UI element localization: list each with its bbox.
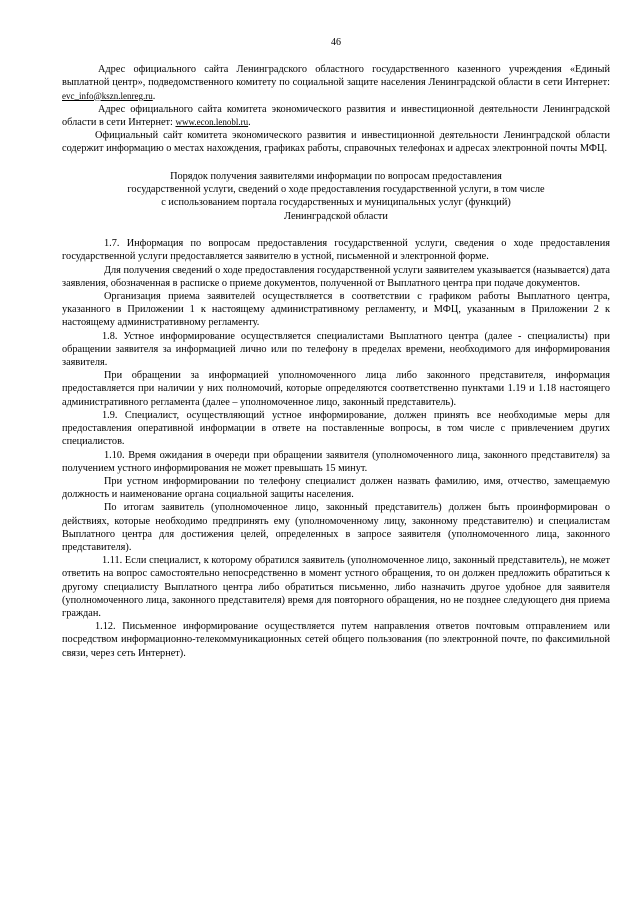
intro-paragraph-econ-text: Адрес официального сайта комитета экономического развития и инвестиционной деятельности Ленинградской области в сети Интернет: (62, 103, 610, 129)
econ-site-link[interactable]: www.econ.lenobl.ru (175, 117, 249, 128)
intro-paragraph-mfc: Официальный сайт комитета экономического развития и инвестиционной деятельности Ленинградской области содержит информацию о местах нахождения, графиках работы, справочных телефонах и адресах электронной почты МФЦ. (62, 130, 610, 155)
paragraph-phone-info: При устном информировании по телефону специалист должен назвать фамилию, имя, отчество, замещаемую должность и наименование органа социальной защиты населения. (62, 475, 610, 501)
section-heading-line-4: Ленинградской области (284, 210, 388, 222)
intro-paragraph-evc-end: . (152, 90, 156, 102)
paragraph-status-info: Для получения сведений о ходе предоставления государственной услуги заявителем указывается (называется) дата заявления, обозначенная в расписке о приеме документов, полученной от Выплатного центра при подаче документов. (62, 264, 610, 289)
intro-paragraph-evc-site (62, 63, 610, 103)
section-heading-line-3: с использованием портала государственных и муниципальных услуг (функций) (161, 197, 511, 209)
evc-email-link[interactable]: evc_info@kszn.lenreg.ru (62, 90, 153, 101)
page-number: 46 (331, 37, 341, 48)
paragraph-1-10: 1.10. Время ожидания в очереди при обращении заявителя (уполномоченного лица, законного представителя) за получением устного информирования не может превышать 15 минут. (62, 449, 610, 474)
section-heading-line-2: государственной услуги, сведений о ходе предоставления государственной услуги, в том числе (127, 184, 545, 196)
intro-paragraph-econ-end: . (248, 117, 251, 129)
paragraph-1-8: 1.8. Устное информирование осуществляется специалистами Выплатного центра (далее - специалисты) при обращении заявителя за информацией лично или по телефону в пределах времени, необходимого для информирования заявителя. (62, 330, 610, 369)
paragraph-representative: При обращении за информацией уполномоченного лица либо законного представителя, информация предоставляется при наличии у них полномочий, которые определяются соответственно пунктами 1.19 и 1.18 настоящего административного регламента (далее – уполномоченное лицо, законный представитель). (62, 370, 610, 408)
paragraph-results: По итогам заявитель (уполномоченное лицо, законный представитель) должен быть проинформирован о действиях, которые необходимо предпринять ему (уполномоченному лицу, законному представителю) и специалистам Выплатного центра для достижения целей, определенных в запросе заявителя (уполномоченного лица, законного представителя). (62, 502, 610, 553)
paragraph-1-11: 1.11. Если специалист, к которому обратился заявитель (уполномоченное лицо, законный представитель), не может ответить на вопрос самостоятельно непосредственно в момент устного обращения, то он должен предложить обратиться к другому специалисту Выплатного центра либо обратиться письменно, либо назначить другое удобное для заявителя (уполномоченного лица, законного представителя) время для повторного обращения, но не позднее следующего дня приема граждан. (62, 555, 610, 619)
intro-paragraph-econ-site (62, 103, 610, 129)
paragraph-reception-schedule: Организация приема заявителей осуществляется в соответствии с графиком работы Выплатного центра, указанного в Приложении 1 к настоящему административному регламенту, и МФЦ, указанным в Приложении 2 к настоящему административному регламенту. (62, 291, 610, 329)
section-heading (62, 170, 610, 224)
paragraph-1-7: 1.7. Информация по вопросам предоставления государственной услуги, сведения о ходе предоставления государственной услуги предоставляется заявителю в устной, письменной и электронной форме. (62, 238, 610, 263)
document-page (62, 36, 610, 660)
section-heading-line-1: Порядок получения заявителями информации по вопросам предоставления (170, 170, 502, 182)
paragraph-1-9: 1.9. Специалист, осуществляющий устное информирование, должен принять все необходимые меры для предоставления оперативной информации в ответе на поставленные вопросы, в том числе с привлечением других специалистов. (62, 409, 610, 448)
paragraph-1-12: 1.12. Письменное информирование осуществляется путем направления ответов почтовым отправлением или посредством информационно-телекоммуникационных сетей общего пользования (по электронной почте, по факсимильной связи, через сеть Интернет). (62, 621, 610, 659)
intro-paragraph-evc-text: Адрес официального сайта Ленинградского областного государственного казенного учреждения «Единый выплатной центр», подведомственного комитету по социальной защите населения Ленинградской области в сети Интернет: (62, 64, 610, 89)
